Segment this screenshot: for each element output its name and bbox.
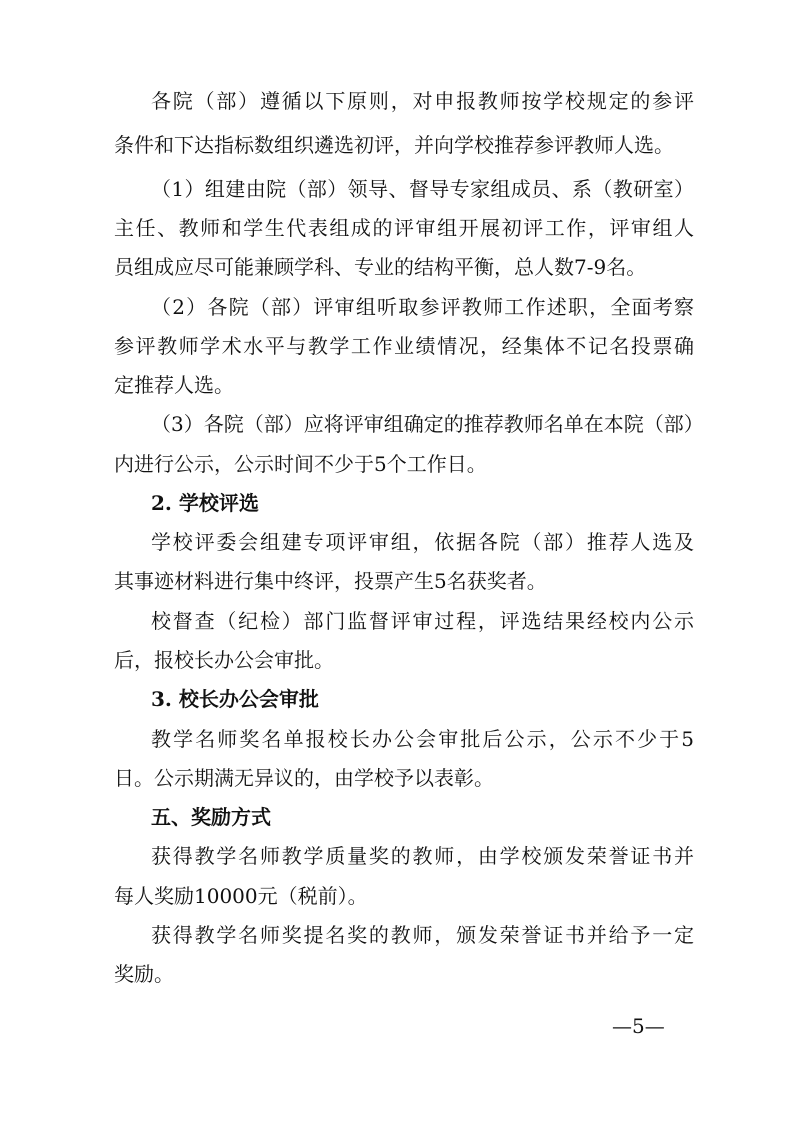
page-number: —5—: [612, 1014, 665, 1038]
paragraph-line: 奖励。: [114, 962, 174, 986]
paragraph-line: 定推荐人选。: [114, 373, 234, 397]
paragraph-line: 获得教学名师奖提名奖的教师，颁发荣誉证书并给予一定: [151, 923, 694, 947]
section-heading: 3. 校长办公会审批: [151, 687, 319, 711]
paragraph-line: 学校评委会组建专项评审组，依据各院（部）推荐人选及: [151, 530, 694, 554]
paragraph-line: 后，报校长办公会审批。: [114, 648, 334, 672]
paragraph-line: 内进行公示，公示时间不少于5个工作日。: [114, 452, 487, 476]
paragraph-line: 条件和下达指标数组织遴选初评，并向学校推荐参评教师人选。: [114, 133, 674, 157]
paragraph-line: 校督查（纪检）部门监督评审过程，评选结果经校内公示: [151, 609, 694, 633]
paragraph-line: 主任、教师和学生代表组成的评审组开展初评工作，评审组人: [114, 216, 694, 240]
paragraph-line: 各院（部）遵循以下原则，对申报教师按学校规定的参评: [151, 89, 694, 113]
paragraph-line: 每人奖励10000元（税前）。: [114, 884, 368, 908]
paragraph-line: 获得教学名师教学质量奖的教师，由学校颁发荣誉证书并: [151, 844, 694, 868]
paragraph-line: 其事迹材料进行集中终评，投票产生5名获奖者。: [114, 569, 547, 593]
paragraph-line: 日。公示期满无异议的，由学校予以表彰。: [114, 766, 494, 790]
paragraph-line: （1）组建由院（部）领导、督导专家组成员、系（教研室）: [151, 177, 694, 201]
paragraph-line: 参评教师学术水平与教学工作业绩情况，经集体不记名投票确: [114, 334, 694, 358]
paragraph-line: 员组成应尽可能兼顾学科、专业的结构平衡，总人数7-9名。: [114, 255, 647, 279]
paragraph-line: （2）各院（部）评审组听取参评教师工作述职，全面考察: [151, 295, 694, 319]
paragraph-line: （3）各院（部）应将评审组确定的推荐教师名单在本院（部）: [151, 412, 704, 436]
section-heading: 五、奖励方式: [151, 805, 271, 829]
paragraph-line: 教学名师奖名单报校长办公会审批后公示，公示不少于5: [151, 727, 694, 751]
section-heading: 2. 学校评选: [151, 491, 259, 515]
